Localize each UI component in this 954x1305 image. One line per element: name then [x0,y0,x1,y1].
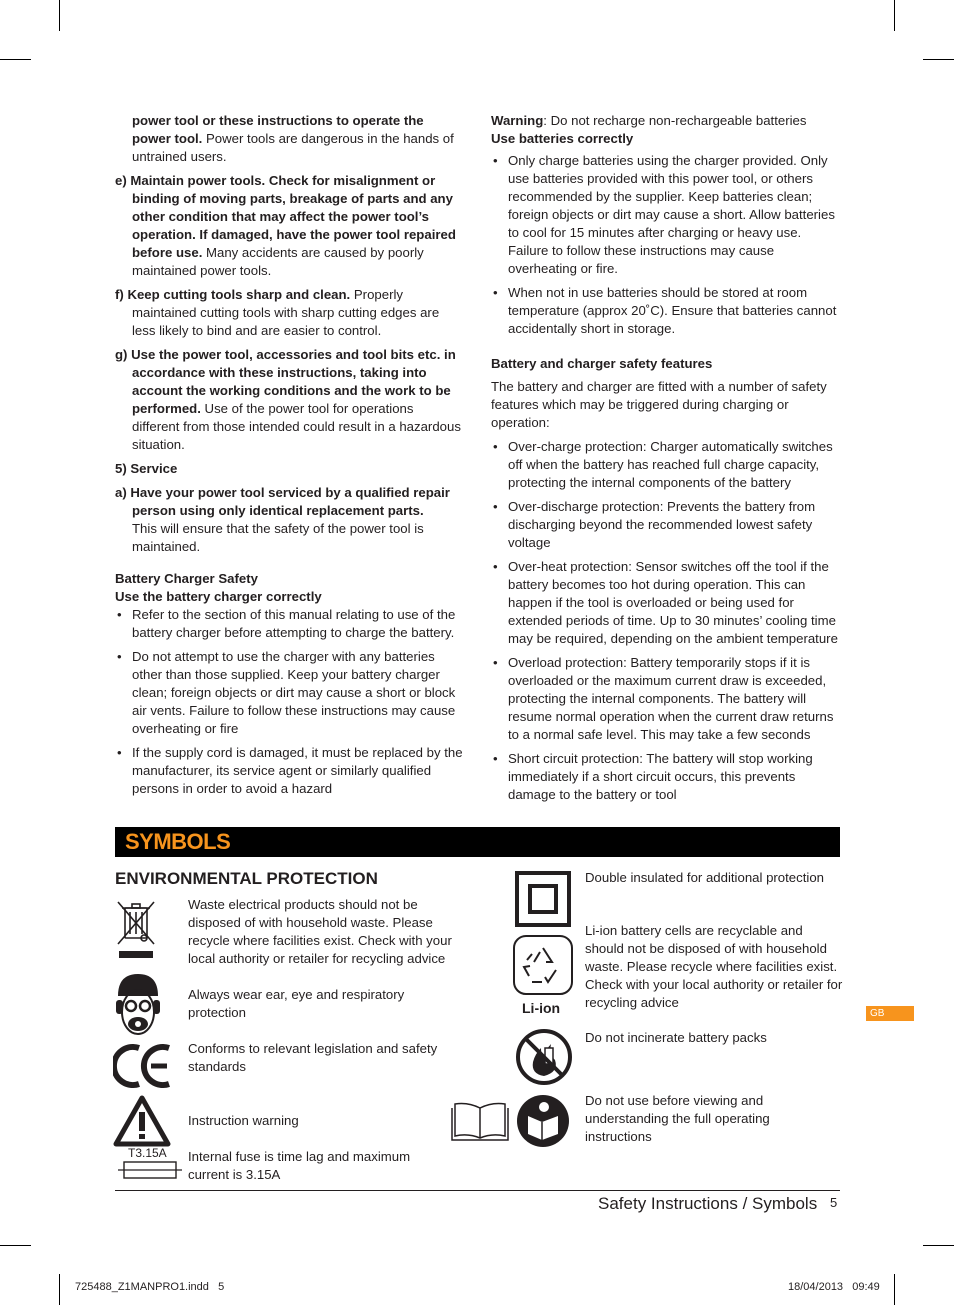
paragraph: a) Have your power tool serviced by a qualified repair person using only identical replacement parts. This will ensure that the safety of the power tool is maintained. [115,485,450,554]
paragraph: f) Keep cutting tools sharp and clean. Properly maintained cutting tools with sharp cutting edges are less likely to bind and are easier to control. [115,287,440,338]
fuse-text: Internal fuse is time lag and maximum current is 3.15A [188,1149,411,1182]
recycle-icon [512,934,574,996]
paragraph: power tool or these instructions to operate the power tool. Power tools are dangerous in the hands of untrained users. [132,113,454,164]
read-manual-icon [516,1094,570,1148]
page-number: 5 [830,1195,838,1210]
warning-text: Instruction warning [188,1113,299,1128]
list-item: • If the supply cord is damaged, it must be replaced by the manufacturer, its service agent or similarly qualified persons in order to avoid a hazard [117,745,463,796]
list-item: • Refer to the section of this manual relating to use of the battery charger before attempting to charge the battery. [117,607,456,640]
section-subheading: Use batteries correctly [491,131,634,146]
list-item: • Over-charge protection: Charger automatically switches off when the battery has reached full charge capacity, protecting the internal components of the battery [493,439,833,490]
footer-title: Safety Instructions / Symbols [598,1194,818,1213]
warning-triangle-icon [113,1095,171,1147]
crop-mark [0,1245,31,1246]
environmental-heading: ENVIRONMENTAL PROTECTION [115,869,378,888]
crop-mark [894,0,895,31]
crop-mark [894,1274,895,1305]
book-icon [450,1102,510,1142]
liion-label: Li-ion [522,1000,561,1016]
warning-line: Warning: Do not recharge non-rechargeable batteries [491,113,807,128]
weee-text: Waste electrical products should not be disposed of with household waste. Please recycle where facilities exist. Check with your local authority or retailer for recycling advice [188,897,452,966]
list-item: • Short circuit protection: The battery will stop working immediately if a short circuit occurs, this prevents damage to the battery or tool [493,751,813,802]
slug-right: 18/04/2013 09:49 [788,1281,880,1293]
crop-mark [923,59,954,60]
right-column [491,112,840,804]
section-heading: 5) Service [115,461,178,476]
section-subheading: Use the battery charger correctly [115,589,322,604]
fuse-icon [118,1160,182,1180]
language-tab: GB [866,1006,914,1021]
crop-mark [0,59,31,60]
manual-text: Do not use before viewing and understanding the full operating instructions [585,1093,770,1144]
ppe-face-icon [113,972,163,1038]
paragraph: g) Use the power tool, accessories and tool bits etc. in accordance with these instructions, taking into account the working conditions and the work to be performed. Use of the power tool for operations different from those intended could result in a hazardous situation. [115,347,461,452]
footer-rule [115,1190,840,1191]
double-insulated-text: Double insulated for additional protection [585,870,824,885]
paragraph: The battery and charger are fitted with a number of safety features which may be triggered during charging or operation: [491,379,827,430]
section-heading: Battery Charger Safety [115,571,258,586]
ppe-text: Always wear ear, eye and respiratory protection [188,987,405,1020]
crossed-bin-icon [113,898,159,960]
ce-mark-icon [113,1044,175,1088]
ce-text: Conforms to relevant legislation and safety standards [188,1041,438,1074]
left-column [115,112,463,798]
no-fire-icon [515,1028,573,1086]
list-item: • Overload protection: Battery temporarily stops if it is overloaded or the maximum current draw is exceeded, protecting the internal components. The battery will resume normal operation when the current draw returns to a normal safe level. This may take a few seconds [493,655,834,742]
crop-mark [59,0,60,31]
list-item: • Over-heat protection: Sensor switches off the tool if the battery becomes too hot during operation. This can happen if the tool is overloaded or being used for extended periods of time. Up to 30 minutes’ cooling time may be required, depending on the ambient temperature [493,559,838,646]
fuse-label: T3.15A [128,1146,167,1160]
list-item: • Only charge batteries using the charger provided. Only use batteries provided with this power tool, or others recommended by the supplier. Keep batteries clean; foreign objects or dirt may cause a short. Allow batteries to cool for 15 minutes after charging or heavy use. Failure to follow these instructions may cause overheating or fire. [493,153,835,276]
paragraph: e) Maintain power tools. Check for misalignment or binding of moving parts, breakage of parts and any other condition that may affect the power tool’s operation. If damaged, have the power tool repaired before use. Many accidents are caused by poorly maintained power tools. [115,173,456,278]
incinerate-text: Do not incinerate battery packs [585,1030,767,1045]
list-item: • Over-discharge protection: Prevents the battery from discharging beyond the recommended lowest safety voltage [493,499,816,550]
slug-left: 725488_Z1MANPRO1.indd 5 [75,1281,225,1293]
list-item: • Do not attempt to use the charger with any batteries other than those supplied. Keep your battery charger clean; foreign objects or dirt may cause a short or block air vents. Failure to follow these instructions may cause overheating or fire [117,649,456,736]
list-item: • When not in use batteries should be stored at room temperature (approx 20˚C). Ensure that batteries cannot accidentally short in storage. [493,285,837,336]
banner-title: SYMBOLS [125,829,231,854]
double-insulated-icon [515,871,571,927]
section-heading: Battery and charger safety features [491,356,713,371]
symbols-banner [115,827,840,857]
liion-text: Li-ion battery cells are recyclable and should not be disposed of with household waste. Please recycle where facilities exist. Check with your local authority or retailer for recycling advice [585,923,843,1010]
crop-mark [923,1245,954,1246]
crop-mark [59,1274,60,1305]
